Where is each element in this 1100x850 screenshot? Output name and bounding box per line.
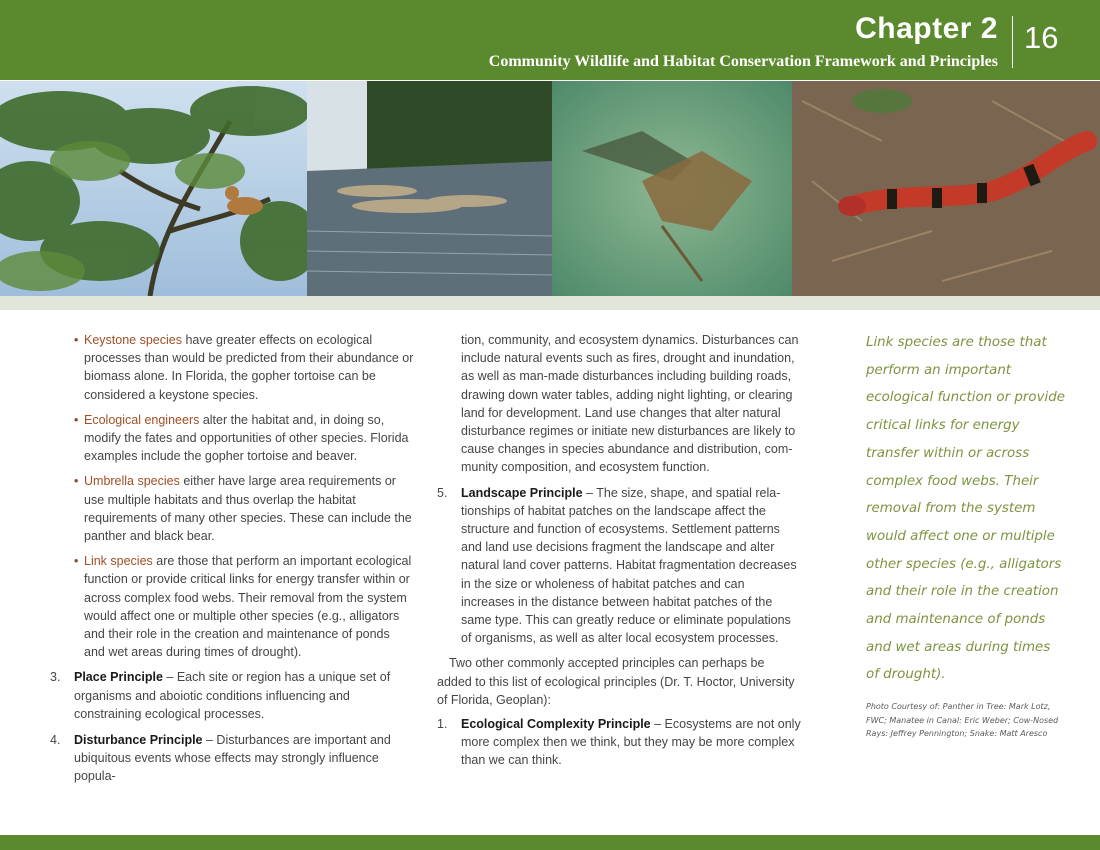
text-column-2: [437, 331, 801, 770]
principle-3-place: [50, 668, 414, 723]
principle-5-landscape: [437, 484, 801, 648]
principle-number: 3.: [50, 670, 61, 685]
bullet-text: are those that perform an important ecological function or provide critical links for energy transfer within or across complex food webs. Their removal from the system would affect one or multiple other species (e.g., alligators and their role in the creation and maintenance of ponds and wet areas during times of drought).: [84, 554, 412, 660]
principle-text: – Ecosystems are not only more complex then we think, but they may be more complex than we can think.: [461, 717, 801, 768]
bullet-dot-icon: •: [74, 412, 79, 427]
bullet-text: have greater effects on ecological processes than would be predicted from their abundance or biomass alone. In Florida, the gopher tortoise can be considered a keystone species.: [84, 333, 414, 402]
manatee-in-canal-photo: [307, 81, 552, 296]
principle-title: Disturbance Principle: [74, 733, 203, 748]
principle-4-disturbance: [50, 731, 414, 786]
principle-text: – The size, shape, and spatial rela-tionships of habitat patches on the landscape affect the structure and function of ecosystems. Settlement patterns and land use decisions fragment the landscape and alter natural land cover patterns. Habitat fragmentation decreases in the size or wholeness of habitat patches and can increases in the distance between habitat patches of the same type. This can greatly reduce or eliminate populations of organisms, as well as alter local ecosystem processes.: [461, 485, 797, 646]
link-species-pullquote: Link species are those that perform an important ecological function or provide critical links for energy transfer within or across complex food webs. Their removal from the system would affect one or multiple other species (e.g., alligators and their role in the creation and maintenance of ponds and wet areas during times of drought).: [866, 335, 1065, 683]
chapter-subtitle: Community Wildlife and Habitat Conservation Framework and Principles: [488, 53, 998, 70]
bullet-keystone-species: [74, 331, 414, 404]
disturbance-continuation: tion, community, and ecosystem dynamics. Disturbances can include natural events such as fires, drought and inundation, as well as man-made disturbances including building roads, drawing down water tables, adding night lighting, or clearing land for development. Land use changes that alter natural disturbance regimes or initiate new disturbances are likely to cause changes in species abundance and distribution, com-munity composition, and ecosystem function.: [461, 333, 799, 475]
bullet-dot-icon: •: [74, 474, 79, 489]
bullet-term: Keystone species: [84, 333, 182, 347]
bullet-text: either have large area requirements or use multiple habitats and thus overlap the habitat requirements of many other species. These can include the panther and black bear.: [84, 474, 412, 544]
principle-number: 1.: [437, 717, 448, 732]
principle-title: Place Principle: [74, 670, 163, 685]
bullet-ecological-engineers: [74, 411, 414, 466]
bullet-text: alter the habitat and, in doing so, modify the fates and opportunities of other species. Florida examples include the gopher tortoise and beaver.: [84, 412, 409, 464]
bullet-dot-icon: •: [74, 333, 79, 347]
footer-bar: [0, 835, 1100, 850]
principle-number: 4.: [50, 733, 61, 748]
bullet-link-species: [74, 552, 414, 661]
principle-number: 5.: [437, 485, 448, 500]
bullet-term: Umbrella species: [84, 474, 180, 489]
chapter-title: Chapter 2: [855, 12, 998, 45]
species-bullet-list: [50, 331, 414, 661]
bullet-umbrella-species: [74, 472, 414, 545]
panther-in-tree-photo: [0, 81, 307, 296]
photo-strip-band: [0, 296, 1100, 310]
principle-text: – Disturbances are important and ubiquitous events whose effects may strongly influence popula-: [74, 733, 391, 784]
principle-1-ecological-complexity: [437, 715, 801, 770]
snake-photo: [792, 81, 1100, 296]
cow-nosed-rays-photo: [552, 81, 792, 296]
page-number: 16: [1024, 20, 1059, 55]
photo-credits: Photo Courtesy of: Panther in Tree: Mark Lotz, FWC; Manatee in Canal: Eric Weber; Cow-Nosed Rays: Jeffrey Pennington; Snake: Matt Aresco: [866, 702, 1059, 738]
photo-strip: [0, 81, 1100, 296]
principle-title: Landscape Principle: [461, 485, 583, 500]
principle-text: – Each site or region has a unique set of organisms and aboiotic conditions influencing and constraining ecological processes.: [74, 670, 391, 721]
chapter-header-bar: [0, 0, 1100, 80]
principle-title: Ecological Complexity Principle: [461, 717, 651, 732]
bullet-dot-icon: •: [74, 554, 79, 569]
additional-principles-intro: Two other commonly accepted principles can perhaps be added to this list of ecological principles (Dr. T. Hoctor, University of Florida, Geoplan):: [437, 656, 795, 707]
text-column-1: [50, 331, 414, 786]
header-divider: [1012, 16, 1013, 68]
bullet-term: Ecological engineers: [84, 412, 200, 427]
bullet-term: Link species: [84, 554, 153, 569]
